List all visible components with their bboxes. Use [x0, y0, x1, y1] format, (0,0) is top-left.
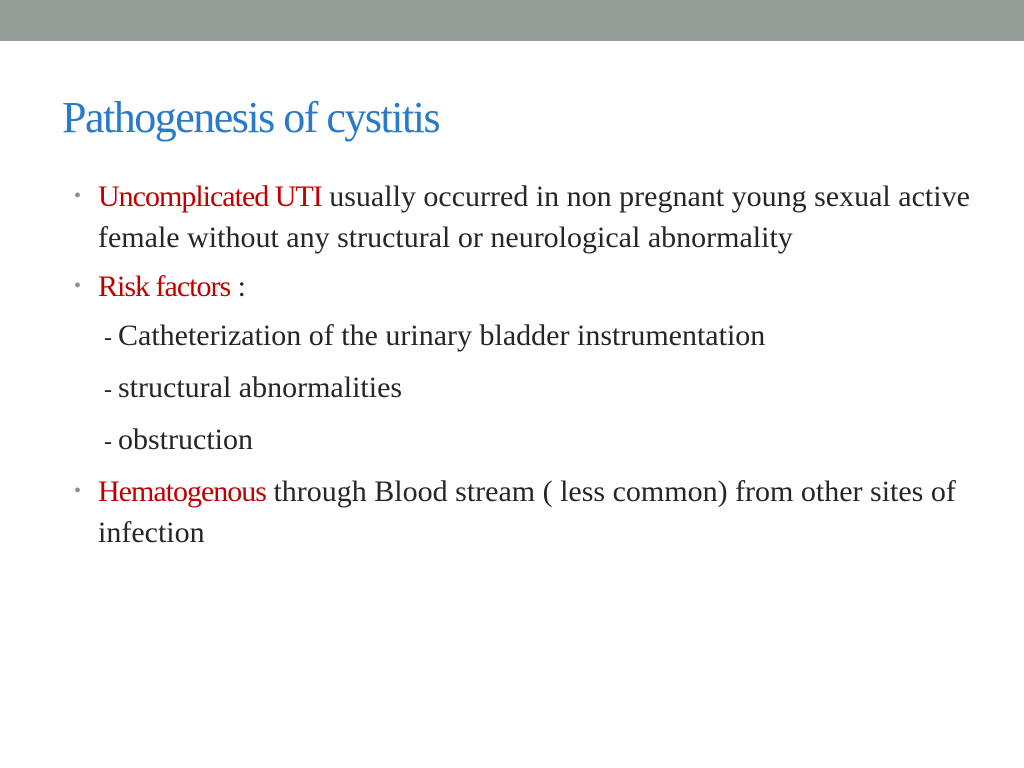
- bullet-item-risk-factors: [0, 266, 978, 307]
- sub-item-text: Catheterization of the urinary bladder instrumentation: [118, 319, 766, 352]
- bullet-dot-icon: •: [74, 480, 82, 502]
- bullet-item-uncomplicated-uti: [0, 176, 978, 258]
- bullet-text: :: [230, 270, 246, 303]
- slide-content: [0, 176, 1024, 561]
- bullet-dot-icon: •: [74, 275, 82, 297]
- bullet-text: through Blood stream ( less common) from other sites of infection: [98, 475, 956, 549]
- sub-item-marker: -: [104, 377, 112, 403]
- bullet-item-hematogenous: [0, 471, 978, 553]
- sub-item-text: obstruction: [118, 423, 253, 456]
- sub-item-obstruction: [0, 419, 1024, 463]
- slide-title: Pathogenesis of cystitis: [62, 93, 440, 142]
- bullet-keyword: Risk factors: [98, 270, 231, 303]
- sub-item-marker: -: [104, 325, 112, 351]
- sub-item-structural-abnormalities: [0, 367, 1024, 411]
- sub-item-text: structural abnormalities: [118, 371, 403, 404]
- top-band: [0, 0, 1024, 41]
- bullet-text: usually occurred in non pregnant young sexual active female without any structural or neurological abnormality: [98, 180, 970, 254]
- bullet-keyword: Hematogenous: [98, 475, 266, 508]
- bullet-keyword: Uncomplicated UTI: [98, 180, 322, 213]
- bullet-dot-icon: •: [74, 185, 82, 207]
- sub-item-marker: -: [104, 429, 112, 455]
- sub-item-catheterization: [0, 315, 1024, 359]
